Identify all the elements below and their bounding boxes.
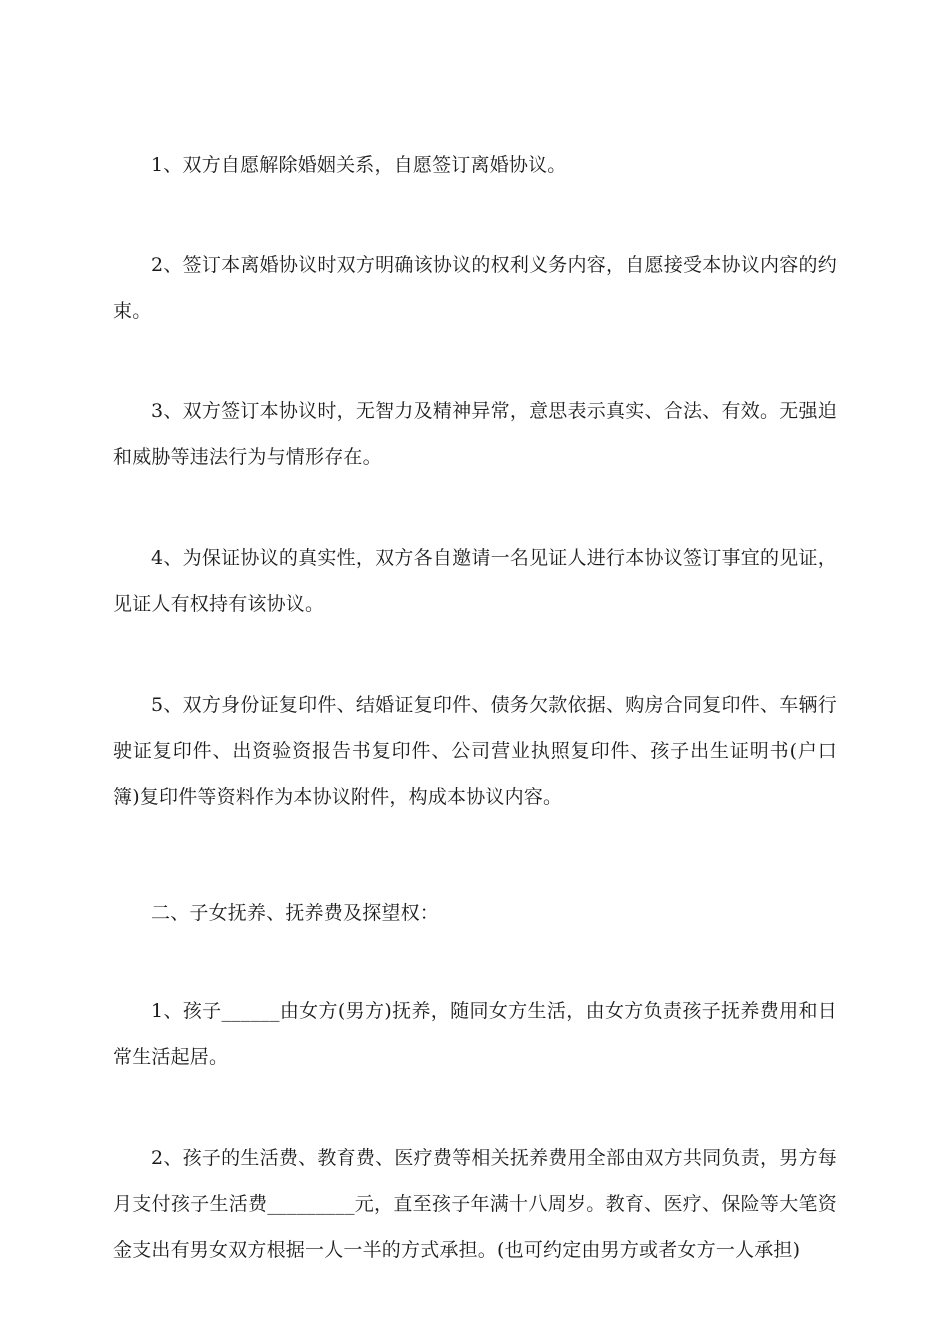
clause-5-attachments: 5、双方身份证复印件、结婚证复印件、债务欠款依据、购房合同复印件、车辆行驶证复印件、出资验资报告书复印件、公司营业执照复印件、孩子出生证明书(户口簿)复印件等资料作为本协议附件，构成本协议内容。 — [113, 694, 837, 808]
clause-2-rights-obligations: 2、签订本离婚协议时双方明确该协议的权利义务内容，自愿接受本协议内容的约束。 — [113, 254, 837, 322]
clause-1-voluntary-divorce: 1、双方自愿解除婚姻关系，自愿签订离婚协议。 — [151, 154, 567, 176]
custody-clause-1: 1、孩子______由女方(男方)抚养，随同女方生活，由女方负责孩子抚养费用和日常生活起居。 — [113, 1000, 837, 1068]
clause-4-witness: 4、为保证协议的真实性，双方各自邀请一名见证人进行本协议签订事宜的见证，见证人有权持有该协议。 — [113, 547, 837, 615]
clause-3-sound-mind: 3、双方签订本协议时，无智力及精神异常，意思表示真实、合法、有效。无强迫和威胁等违法行为与情形存在。 — [113, 400, 837, 468]
section-heading-child-custody: 二、子女抚养、抚养费及探望权： — [151, 902, 440, 924]
custody-clause-2-support-fees: 2、孩子的生活费、教育费、医疗费等相关抚养费用全部由双方共同负责，男方每月支付孩子生活费_________元，直至孩子年满十八周岁。教育、医疗、保险等大笔资金支出有男女双方根据一人一半的方式承担。(也可约定由男方或者女方一人承担) — [113, 1147, 837, 1261]
